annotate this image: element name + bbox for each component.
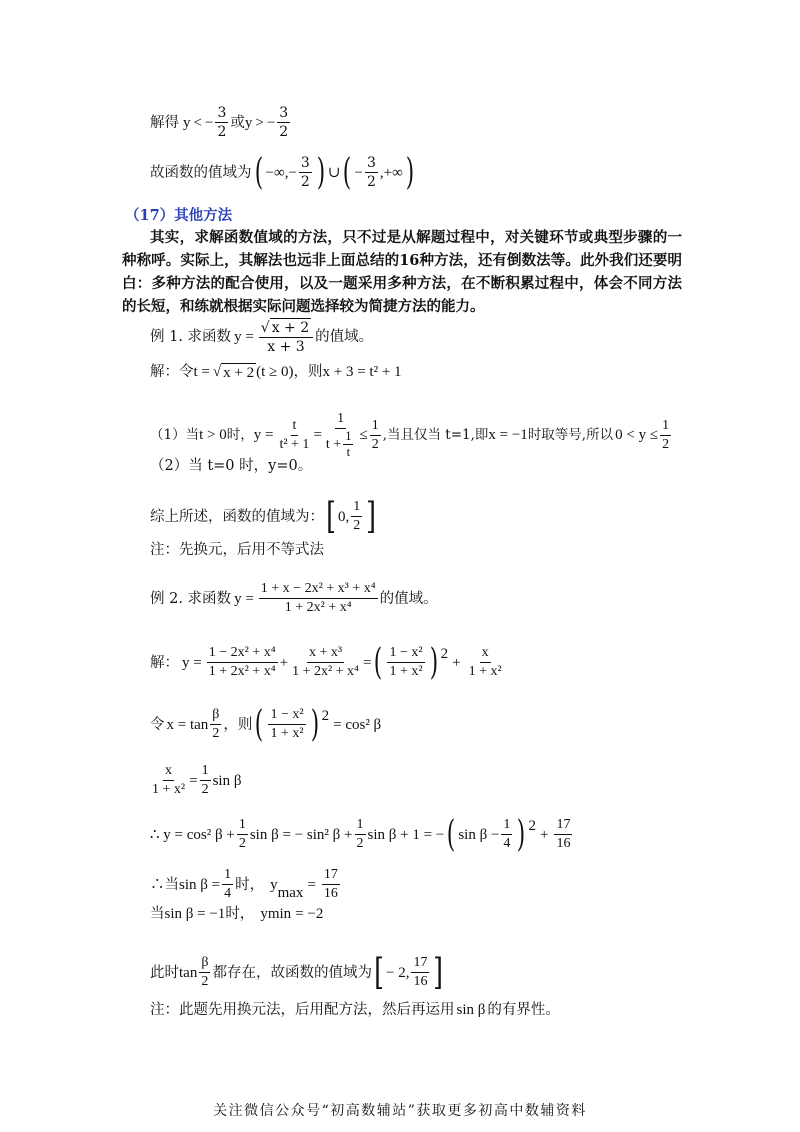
example2-max [150,866,342,903]
radicand: x + 2 [223,364,255,381]
math-y: y [244,114,253,131]
bracket-right: ] [366,495,377,537]
bracket-left: [ [374,951,384,993]
text: 时， [226,427,254,443]
den: 1 + 2x² + x⁴ [284,600,352,615]
math-neg: − [354,164,363,181]
text: 注：此题先用换元法，后用配方法，然后再运用 [150,1002,455,1018]
den: 1 + x² [270,726,304,741]
paren-right: ) [429,641,438,683]
fraction [343,429,353,460]
num: 17 [554,816,572,835]
math: ≤ [359,427,368,443]
num: 1 − x² [387,644,424,663]
math-pos-inf: ,+∞ [379,164,403,181]
num [259,318,313,338]
paren-left: ( [254,151,263,193]
text: 解得 [150,114,179,131]
text: ∴当 [150,876,179,893]
den: t² + 1 [279,436,310,452]
text: 时取等号,所以 [527,427,614,443]
fraction-1-4 [501,816,512,853]
exponent: 2 [528,818,536,834]
den: 2 [371,436,379,452]
den: 16 [323,886,338,901]
math: 0, [338,508,350,525]
fraction-17-16 [322,866,340,903]
math: + [539,826,549,843]
num: 1 [237,816,248,835]
math: y = [182,654,202,671]
math: y [270,876,278,893]
text: 令 [150,716,165,733]
den: 1 + 2x² + x⁴ [208,664,276,679]
math: x = tan [166,716,209,733]
num: 3 [279,105,289,121]
math: x = −1 [488,427,528,443]
fraction-3-2 [277,104,290,141]
example2-sin-relation [150,762,241,799]
section-heading: （17）其他方法 [125,207,233,224]
num: 1 [335,410,346,429]
math: t > 0 [199,427,227,443]
math: sin β = − sin² β + [249,826,353,843]
sqrt: √ x + 2 [212,364,255,381]
fraction [259,318,313,356]
fraction [467,644,504,681]
num: β [210,706,221,725]
den: 16 [413,974,428,989]
num: 1 + x − 2x² + x³ + x⁴ [259,580,378,599]
math-neg: − [204,114,214,131]
num: x [480,644,491,663]
solution-line-1 [150,104,292,141]
math: y = [234,590,254,607]
fraction-17-16 [411,954,429,991]
text: 都存在，故函数的值域为 [212,964,372,981]
fraction [387,644,424,681]
subscript: min [267,906,292,922]
math: sin β = −1 [164,906,226,922]
num: 1 [370,417,381,436]
math-y: y [183,114,191,131]
fraction-1-2 [351,498,362,535]
solution-line-2 [150,151,417,193]
den: 1 + x² [468,664,502,679]
example2-conclusion [150,951,446,993]
fraction-1-4 [222,866,233,903]
text: ，则 [223,716,253,733]
text: 例 1. 求函数 [150,329,232,345]
fraction [259,580,378,617]
fraction [210,706,221,743]
math: y = [234,329,254,345]
math: + [452,654,461,671]
fraction-1-2 [355,816,366,853]
math: = [313,427,322,443]
text: t + [325,436,342,452]
math: x + 3 = t² + 1 [322,364,402,380]
text: 的值域。 [379,590,438,607]
text-or: 或 [230,114,245,131]
paren-left: ( [343,151,352,193]
fraction [199,954,210,991]
fraction [277,417,311,454]
example2-let [150,703,382,745]
num: 3 [300,155,310,171]
den: 2 [300,174,310,190]
fraction [324,410,358,460]
math-neg: − [266,114,276,131]
math: sin β − [458,826,500,843]
text: 时， [235,876,265,893]
paren-right: ) [405,151,415,193]
den: 2 [201,782,209,797]
fraction [268,706,305,743]
text: 此时 [150,964,179,981]
example2-min [150,904,323,924]
den: 2 [212,726,220,741]
math: − 2, [386,964,410,981]
num: β [199,954,210,973]
den: x + 3 [267,339,305,355]
text: ，则 [293,364,323,380]
text: 解：令 [150,364,194,380]
paren-right: ) [517,813,526,855]
example2-title [150,580,438,617]
text: 的有界性。 [487,1002,560,1018]
example2-therefore [150,813,574,855]
num: x [163,762,174,781]
num: 1 [222,866,233,885]
den: 2 [356,836,364,851]
math: sin β [212,772,242,789]
footer-note: 关注微信公众号“初高数辅站”获取更多初高中数辅资料 [213,1103,587,1119]
paren-left: ( [255,703,264,745]
math: y [260,906,268,922]
den: 2 [238,836,246,851]
den: 2 [353,518,361,533]
den: 2 [201,974,209,989]
num: 3 [217,105,227,121]
den: 2 [217,124,227,140]
num: 1 [345,429,352,443]
fraction-1-2 [660,417,671,454]
math: sin β = [179,876,221,893]
den: 4 [224,886,232,901]
den: 16 [556,836,571,851]
example1-case2: （2）当 t=0 时，y=0。 [150,458,313,474]
paren-right: ) [316,151,326,193]
math-gt: > [255,114,264,131]
fraction-3-2 [215,104,228,141]
text: （1）当 [150,427,200,443]
text: 综上所述，函数的值域为： [150,508,324,525]
den: 1 + 2x² + x⁴ [292,664,359,679]
num: 17 [411,954,429,973]
intro-paragraph: 其实，求解函数值域的方法，只不过是从解题过程中，对关键环节或典型步骤的一种称呼。实际上，其解法也远非上面总结的16种方法，还有倒数法等。此外我们还要明白：多种方法的配合使用，以及一题采用多种方法，在不断积累过程中，体会不同方法的长短，和练就根据实际问题选择较为简捷方法的能力。 [122,229,682,315]
math-union: ∪ [327,164,341,181]
fraction-17-16 [554,816,572,853]
num: t [291,417,299,436]
math: (t ≥ 0) [256,364,294,380]
math: = −2 [295,906,324,922]
math: sin β + 1 = − [367,826,445,843]
num: 17 [322,866,340,885]
subscript: max [277,885,304,901]
example1-title [150,318,373,356]
math: = [189,772,198,789]
text: 例 2. 求函数 [150,590,232,607]
num: x + x³ [307,644,344,663]
math: ∴ y = cos² β + [150,826,235,843]
bracket-left: [ [326,495,336,537]
fraction-1-2 [370,417,381,454]
num: 3 [366,155,376,171]
example2-solution [150,641,506,683]
sqrt: √ x + 2 [260,319,310,336]
num: 1 − x² [268,706,305,725]
math-lt: < [193,114,202,131]
text: 故函数的值域为 [150,164,252,181]
text: 的值域。 [315,329,374,345]
math: + [279,654,289,671]
math: = cos² β [333,716,382,733]
den [324,429,358,460]
num: 1 [351,498,362,517]
math: = [362,654,372,671]
math: t = [193,364,210,380]
exponent: 2 [440,646,449,662]
math: sin β [456,1002,486,1018]
example1-note: 注：先换元，后用不等式法 [150,542,324,558]
den: t [346,445,351,459]
example1-case1 [150,410,673,460]
math: tan [179,964,198,981]
exponent: 2 [321,708,330,724]
paren-right: ) [310,703,319,745]
example1-summary [150,495,378,537]
num: 1 − 2x² + x⁴ [207,644,278,663]
paren-left: ( [447,813,456,855]
num: 1 [660,417,671,436]
den: 1 + x² [152,782,186,797]
paren-left: ( [374,641,383,683]
fraction-1-2 [200,762,211,799]
example2-note [150,1000,560,1020]
den: 2 [366,174,376,190]
fraction-3-2 [299,154,312,191]
fraction [207,644,278,681]
math: = [307,876,316,893]
math-neg-inf: −∞,− [265,164,297,181]
fraction-3-2 [365,154,378,191]
text: 解： [150,654,179,671]
den: 1 + x² [389,664,423,679]
fraction-1-2 [237,816,248,853]
den: 4 [503,836,511,851]
text: ,当且仅当 t=1,即 [382,427,489,443]
fraction [290,644,361,681]
bracket-right: ] [433,951,444,993]
text: 当 [150,906,165,922]
den: 2 [279,124,289,140]
text: 时， [225,906,255,922]
math: y = [253,427,274,443]
radicand: x + 2 [271,320,310,336]
num: 1 [355,816,366,835]
num: 1 [501,816,512,835]
example1-substitution [150,362,402,382]
math: 0 < y ≤ [615,427,659,443]
den: 2 [662,436,670,452]
fraction [150,762,187,799]
num: 1 [200,762,211,781]
